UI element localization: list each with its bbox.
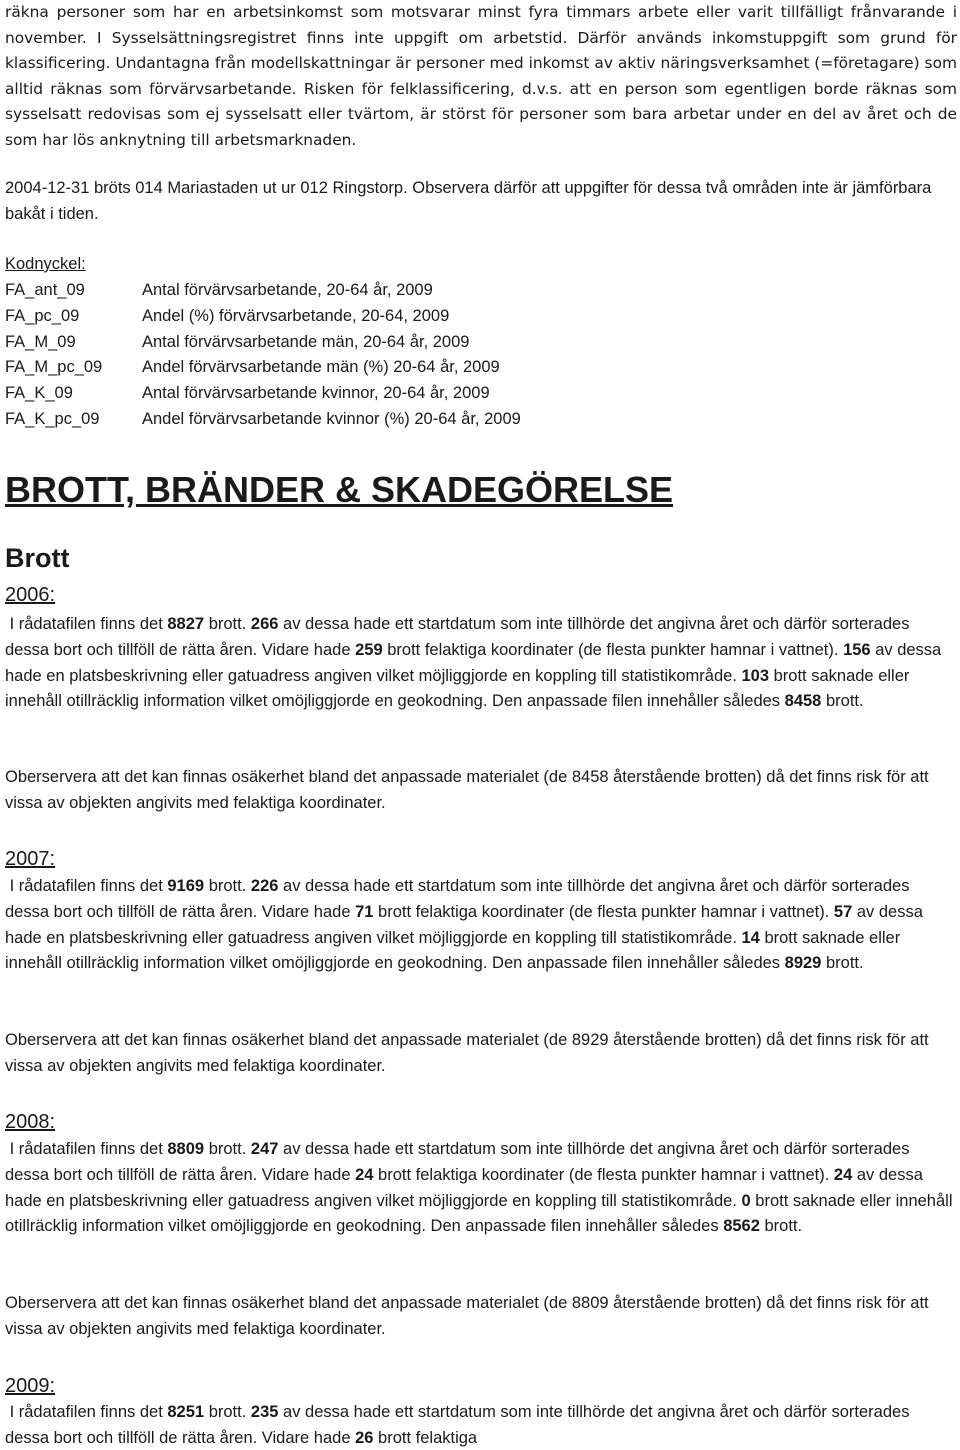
code-key-row: FA_M_pc_09 Andel förvärvsarbetande män (%) 20-64 år, 2009 xyxy=(5,358,500,377)
uncertainty-note-2007: Oberservera att det kan finnas osäkerhet bland det anpassade materialet (de 8929 återstående brotten) då det finns risk för att vissa av objekten angivits med felaktiga koordinater. xyxy=(5,1031,929,1075)
code-key-row: FA_ant_09 Antal förvärvsarbetande, 20-64 år, 2009 xyxy=(5,281,433,299)
code-key-row: FA_K_09 Antal förvärvsarbetande kvinnor, 20-64 år, 2009 xyxy=(5,384,490,403)
year-heading-2006: 2006: xyxy=(5,584,56,606)
year-paragraph-2006: I rådatafilen finns det 8827 brott. 266 av dessa hade ett startdatum som inte tillhörde det angivna året och därför sorterades dessa bort och tillföll de rätta åren. Vidare hade 259 brott felaktiga koordinater (de flesta punkter hamnar i vattnet). 156 av dessa hade en platsbeskrivning eller gatuadress angiven vilket möjliggjorde en koppling till statistikområde. 103 brott saknade eller innehåll otillräcklig information vilket omöjliggjorde en geokodning. Den anpassade filen innehåller således 8458 brott. xyxy=(5,615,942,711)
intro-paragraph xyxy=(5,0,957,154)
section-title: BROTT, BRÄNDER & SKADEGÖRELSE xyxy=(5,469,674,510)
year-heading-2007: 2007: xyxy=(5,848,56,870)
intro-text: räkna personer som har en arbetsinkomst som motsvarar minst fyra timmars arbete eller varit tillfälligt frånvarande i november. I Sysselsättningsregistret finns inte uppgift om arbetstid. Därför används inkomstuppgift som grund för klassificering. Undantagna från modellskattningar är personer med inkomst av aktiv näringsverksamhet (=företagare) som alltid räknas som förvärvsarbetande. Risken för felklassificering, d.v.s. att en person som egentligen borde räknas som sysselsatt redovisas som ej sysselsatt eller tvärtom, är störst för personer som bara arbetar under en del av året och de som har lös anknytning till arbetsmarknaden. xyxy=(5,3,957,149)
code-key-table xyxy=(5,278,521,433)
year-paragraph-2008: I rådatafilen finns det 8809 brott. 247 av dessa hade ett startdatum som inte tillhörde det angivna året och därför sorterades dessa bort och tillföll de rätta åren. Vidare hade 24 brott felaktiga koordinater (de flesta punkter hamnar i vattnet). 24 av dessa hade en platsbeskrivning eller gatuadress angiven vilket möjliggjorde en koppling till statistikområde. 0 brott saknade eller innehåll otillräcklig information vilket omöjliggjorde en geokodning. Den anpassade filen innehåller således 8562 brott. xyxy=(5,1140,953,1236)
subsection-title: Brott xyxy=(5,543,70,573)
code-key-row: FA_pc_09 Andel (%) förvärvsarbetande, 20-64, 2009 xyxy=(5,306,450,325)
year-heading-2008: 2008: xyxy=(5,1111,56,1133)
code-key-row: FA_K_pc_09 Andel förvärvsarbetande kvinnor (%) 20-64 år, 2009 xyxy=(5,409,521,428)
uncertainty-note-2008: Oberservera att det kan finnas osäkerhet bland det anpassade materialet (de 8809 återstående brotten) då det finns risk för att vissa av objekten angivits med felaktiga koordinater. xyxy=(5,1294,929,1338)
code-key-row: FA_M_09 Antal förvärvsarbetande män, 20-64 år, 2009 xyxy=(5,332,470,351)
code-key-label: Kodnyckel: xyxy=(5,255,86,273)
year-paragraph-2009: I rådatafilen finns det 8251 brott. 235 av dessa hade ett startdatum som inte tillhörde det angivna året och därför sorterades dessa bort och tillföll de rätta åren. Vidare hade 26 brott felaktiga xyxy=(5,1403,910,1447)
year-heading-2009: 2009: xyxy=(5,1375,56,1397)
year-paragraph-2007: I rådatafilen finns det 9169 brott. 226 av dessa hade ett startdatum som inte tillhörde det angivna året och därför sorterades dessa bort och tillföll de rätta åren. Vidare hade 71 brott felaktiga koordinater (de flesta punkter hamnar i vattnet). 57 av dessa hade en platsbeskrivning eller gatuadress angiven vilket möjliggjorde en koppling till statistikområde. 14 brott saknade eller innehåll otillräcklig information vilket omöjliggjorde en geokodning. Den anpassade filen innehåller således 8929 brott. xyxy=(5,877,923,973)
uncertainty-note-2006: Oberservera att det kan finnas osäkerhet bland det anpassade materialet (de 8458 återstående brotten) då det finns risk för att vissa av objekten angivits med felaktiga koordinater. xyxy=(5,768,929,812)
district-note: 2004-12-31 bröts 014 Mariastaden ut ur 012 Ringstorp. Observera därför att uppgifter för dessa två områden inte är jämförbara bakåt i tiden. xyxy=(5,179,932,223)
